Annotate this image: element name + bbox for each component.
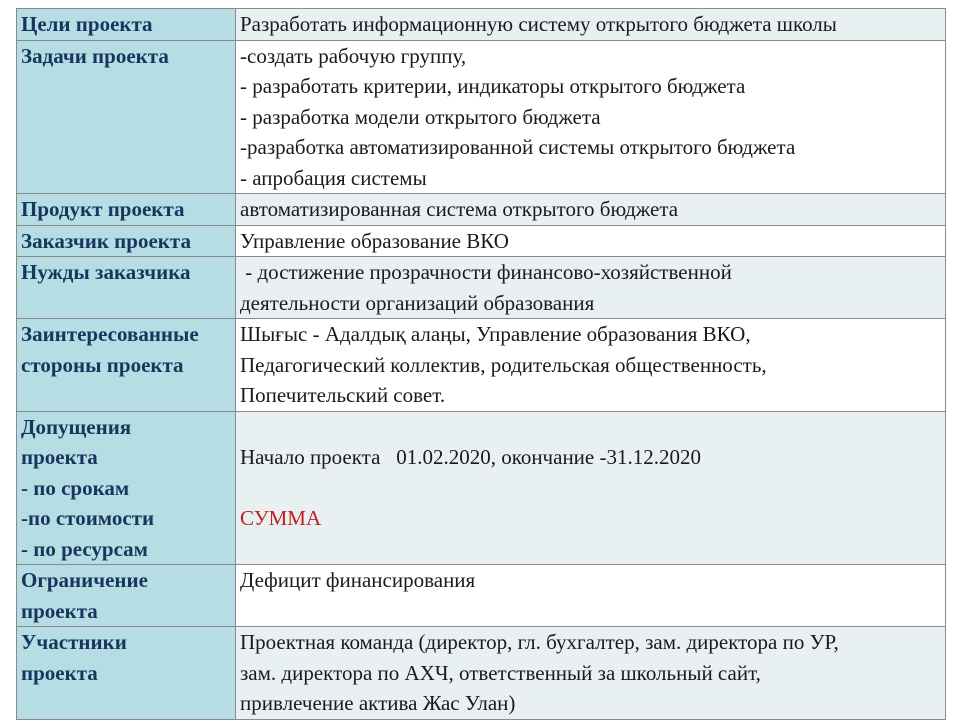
row-label — [17, 194, 236, 226]
label-line: - по ресурсам — [21, 536, 148, 561]
row-value — [236, 9, 946, 41]
row-value — [236, 319, 946, 412]
row-label — [17, 225, 236, 257]
budget-sum-placeholder: СУММА — [240, 506, 322, 530]
row-label — [17, 9, 236, 41]
label-line: Нужды заказчика — [21, 260, 191, 284]
table-row-constraints — [17, 565, 946, 627]
value-line: автоматизированная система открытого бюджета — [240, 197, 679, 221]
value-line: Педагогический коллектив, родительская общественность, — [240, 352, 767, 377]
label-line: Допущения — [21, 414, 132, 439]
value-line: - разработка модели открытого бюджета — [240, 104, 601, 129]
table-row-stakeholders — [17, 319, 946, 412]
table-row-tasks — [17, 40, 946, 194]
value-line: - достижение прозрачности финансово-хозяйственной — [240, 260, 732, 284]
label-line: Заказчик проекта — [21, 228, 191, 253]
row-value — [236, 257, 946, 319]
value-line: Проектная команда (директор, гл. бухгалтер, зам. директора по УР, — [240, 630, 839, 654]
row-value — [236, 194, 946, 226]
row-label — [17, 565, 236, 627]
value-line: -создать рабочую группу, — [240, 43, 467, 68]
label-line: -по стоимости — [21, 506, 155, 530]
value-line: - апробация системы — [240, 165, 427, 190]
value-line: Управление образование ВКО — [240, 228, 509, 253]
row-value — [236, 627, 946, 720]
label-line: проекта — [21, 660, 98, 685]
label-line: Участники — [21, 630, 127, 654]
table-row-product — [17, 194, 946, 226]
spacer — [240, 473, 941, 504]
row-value — [236, 565, 946, 627]
row-value — [236, 40, 946, 194]
row-value — [236, 225, 946, 257]
label-line: Цели проекта — [21, 12, 153, 36]
table-row-assumptions — [17, 411, 946, 565]
label-line: - по срокам — [21, 475, 130, 500]
value-line: привлечение актива Жас Улан) — [240, 691, 516, 715]
value-line: Дефицит финансирования — [240, 568, 476, 592]
label-line: Задачи проекта — [21, 43, 169, 68]
label-line: Ограничение — [21, 568, 148, 592]
project-timeline: Начало проекта 01.02.2020, окончание -31.12.2020 — [240, 445, 701, 469]
label-line: проекта — [21, 598, 98, 623]
row-label — [17, 411, 236, 565]
row-value — [236, 411, 946, 565]
row-label — [17, 319, 236, 412]
table-row-participants — [17, 627, 946, 720]
label-line: Продукт проекта — [21, 197, 185, 221]
value-line: -разработка автоматизированной системы открытого бюджета — [240, 135, 796, 159]
table-row-goals — [17, 9, 946, 41]
label-line: стороны проекта — [21, 352, 184, 377]
value-line: деятельности организаций образования — [240, 290, 595, 315]
value-line: Попечительский совет. — [240, 383, 446, 407]
value-line: Разработать информационную систему открытого бюджета школы — [240, 12, 837, 36]
table-row-customer-needs — [17, 257, 946, 319]
row-label — [17, 627, 236, 720]
spacer — [240, 412, 941, 443]
table-row-customer — [17, 225, 946, 257]
row-label — [17, 40, 236, 194]
row-label — [17, 257, 236, 319]
label-line: проекта — [21, 445, 98, 469]
label-line: Заинтересованные — [21, 322, 199, 346]
value-line: Шығыс - Адалдық алаңы, Управление образования ВКО, — [240, 322, 751, 346]
project-charter-table — [16, 8, 946, 720]
value-line: - разработать критерии, индикаторы открытого бюджета — [240, 74, 746, 98]
value-line: зам. директора по АХЧ, ответственный за школьный сайт, — [240, 660, 761, 685]
